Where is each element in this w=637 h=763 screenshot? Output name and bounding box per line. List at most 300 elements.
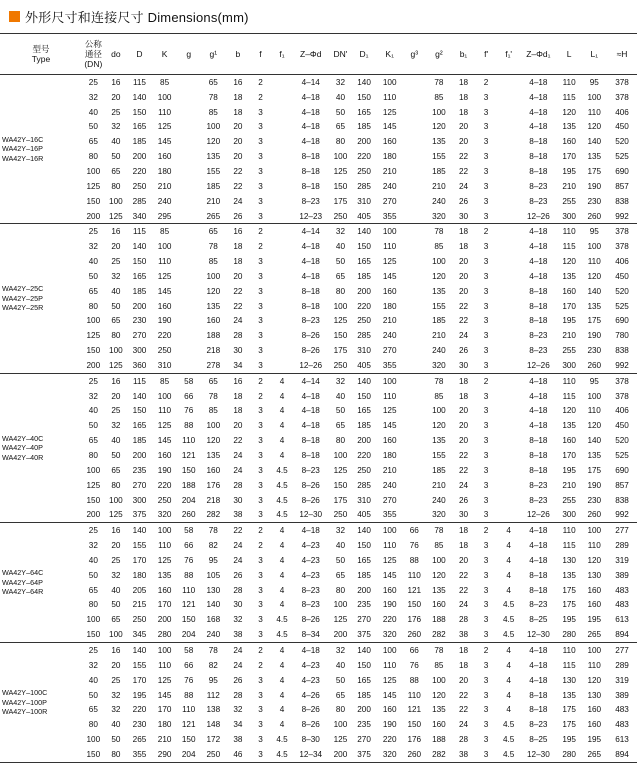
cell-f1p: [497, 389, 520, 404]
cell-fp: 2: [483, 526, 489, 536]
cell-f: 3: [258, 600, 263, 610]
cell-g: 121: [181, 451, 196, 461]
cell-g: [177, 149, 200, 164]
cell-L: 300: [557, 358, 582, 373]
cell-K1: 160: [382, 585, 397, 595]
cell-K: 125: [157, 122, 172, 132]
cell-g1: 185: [206, 181, 221, 191]
cell-f1p: 4: [506, 645, 511, 655]
cell-f: 3: [258, 705, 263, 715]
cell-b: 16: [233, 376, 243, 386]
cell-H: 378: [615, 227, 629, 237]
cell-b1: 30: [452, 358, 475, 373]
cell-f1: 4: [279, 690, 285, 700]
cell-K: 210: [157, 735, 172, 745]
header-g: [177, 34, 200, 75]
cell-b: 18: [233, 257, 243, 267]
cell-f1: 4: [279, 645, 285, 655]
cell-L1: 260: [581, 507, 607, 522]
cell-L: 135: [562, 421, 576, 431]
cell-dn: 65: [88, 137, 98, 147]
cell-H: 690: [615, 465, 629, 475]
cell-b: 20: [233, 271, 243, 281]
cell-L: 110: [562, 645, 576, 655]
header-b1: [452, 34, 475, 75]
cell-zd: 4–23: [301, 660, 320, 670]
cell-K: 190: [157, 465, 172, 475]
cell-b1: 22: [458, 690, 469, 700]
cell-zd1: 8–23: [529, 495, 548, 505]
cell-g1: 160: [206, 465, 221, 475]
cell-D1: 150: [357, 242, 371, 252]
cell-K1: 240: [382, 181, 397, 191]
cell-do: 20: [111, 242, 121, 252]
cell-g: [177, 90, 200, 105]
cell-fp: 3: [483, 570, 489, 580]
cell-dn: 150: [82, 627, 105, 642]
cell-f1p: 4.5: [502, 735, 515, 745]
table-row: [0, 314, 637, 329]
cell-dn: 80: [88, 451, 98, 461]
cell-zd1: 4–18: [529, 391, 548, 401]
cell-g: 58: [184, 526, 194, 536]
cell-L: 135: [562, 122, 576, 132]
cell-fp: 3: [483, 122, 489, 132]
cell-do: 25: [111, 257, 121, 267]
cell-g3: [403, 358, 426, 373]
cell-g3: 121: [407, 585, 422, 595]
cell-K1: 110: [383, 541, 397, 551]
cell-do: 50: [111, 301, 121, 311]
cell-D: 220: [132, 705, 147, 715]
cell-g: [177, 105, 200, 120]
cell-g: 66: [184, 391, 194, 401]
orange-bullet-icon: [9, 11, 20, 22]
cell-do: 32: [111, 570, 121, 580]
cell-zd: 12–34: [292, 747, 329, 762]
cell-f1p: [497, 463, 520, 478]
cell-b: 32: [233, 705, 243, 715]
cell-zd1: 8–25: [529, 615, 548, 625]
cell-dn2: 200: [329, 747, 352, 762]
cell-zd: 4–18: [301, 645, 320, 655]
cell-g: 88: [184, 690, 194, 700]
cell-D1: 140: [357, 77, 371, 87]
cell-L1: 95: [589, 376, 599, 386]
cell-zd1: 8–18: [529, 316, 548, 326]
cell-L: 110: [562, 227, 576, 237]
cell-g3: [403, 194, 426, 209]
cell-g1: 85: [208, 257, 218, 267]
cell-zd1: 4–18: [529, 77, 548, 87]
cell-zd1: 8–23: [529, 196, 548, 206]
cell-f1p: 4: [506, 585, 511, 595]
cell-b1: 18: [458, 242, 469, 252]
cell-dn: 200: [82, 358, 105, 373]
cell-D1: 250: [357, 166, 371, 176]
cell-D1: 165: [357, 555, 371, 565]
cell-H: 613: [615, 735, 629, 745]
cell-do: 100: [109, 346, 123, 356]
cell-H: 483: [615, 600, 629, 610]
cell-g1: 135: [206, 301, 221, 311]
table-row: [0, 90, 637, 105]
cell-K: 145: [157, 690, 172, 700]
cell-D1: 165: [357, 675, 371, 685]
cell-g3: 76: [409, 660, 419, 670]
cell-fp: 3: [483, 480, 489, 490]
cell-H: 289: [615, 660, 629, 670]
cell-g1: 100: [206, 421, 221, 431]
cell-dn: 125: [86, 181, 101, 191]
cell-g3: [403, 224, 426, 239]
cell-f: 3: [258, 166, 263, 176]
cell-H: 838: [615, 346, 629, 356]
cell-zd: 4–18: [301, 271, 320, 281]
cell-f1: 4: [279, 391, 285, 401]
cell-g1: 78: [208, 391, 218, 401]
cell-D1: 200: [357, 137, 371, 147]
cell-K: 145: [157, 436, 172, 446]
cell-H: 992: [607, 358, 637, 373]
cell-H: 780: [615, 331, 629, 341]
cell-K: 320: [152, 507, 178, 522]
cell-zd1: 4–18: [529, 257, 548, 267]
cell-L1: 140: [587, 286, 602, 296]
cell-zd: 4–18: [301, 137, 320, 147]
cell-g1: 138: [206, 705, 221, 715]
cell-D: 165: [132, 122, 147, 132]
cell-zd1: 8–18: [529, 166, 548, 176]
cell-H: 483: [615, 585, 629, 595]
cell-dn2: 80: [335, 436, 346, 446]
cell-b: 16: [233, 77, 243, 87]
cell-L1: 110: [587, 257, 601, 267]
cell-f: 3: [258, 495, 263, 505]
cell-L1: 160: [587, 600, 602, 610]
cell-K: 145: [157, 137, 172, 147]
cell-g1: 278: [200, 358, 227, 373]
cell-g2: 85: [434, 92, 444, 102]
cell-b1: 18: [458, 541, 469, 551]
cell-g2: 210: [432, 480, 446, 490]
cell-L: 160: [562, 137, 576, 147]
table-row: [0, 583, 637, 598]
cell-zd1: 8–23: [529, 181, 548, 191]
cell-f1p: [497, 75, 520, 90]
cell-f: 2: [258, 645, 263, 655]
cell-f1p: 4: [506, 675, 511, 685]
cell-L1: 230: [587, 495, 602, 505]
cell-dn2: 32: [335, 526, 346, 536]
cell-g3: 110: [407, 690, 421, 700]
cell-f1p: [497, 358, 520, 373]
cell-g: [177, 314, 200, 329]
header-line: Z–Φd₁: [526, 49, 551, 59]
cell-L1: 160: [587, 705, 602, 715]
cell-zd: 8–26: [301, 705, 320, 715]
cell-f1p: 4.5: [497, 747, 520, 762]
cell-L1: 175: [587, 166, 602, 176]
cell-b1: 22: [458, 152, 469, 162]
cell-f1: 4: [279, 376, 285, 386]
cell-f1p: [497, 209, 520, 224]
cell-b1: 30: [452, 507, 475, 522]
cell-dn: 50: [88, 122, 98, 132]
cell-g2: 320: [426, 209, 453, 224]
cell-dn2: 100: [333, 600, 348, 610]
cell-g1: 210: [206, 196, 221, 206]
cell-K: 160: [157, 585, 172, 595]
cell-zd1: 8–25: [529, 735, 548, 745]
type-label: WA42Y–25P: [2, 293, 43, 303]
cell-g2: 120: [432, 421, 446, 431]
cell-do: 32: [111, 705, 121, 715]
cell-fp: 3: [483, 286, 489, 296]
cell-zd1: 8–18: [529, 137, 548, 147]
cell-fp: 3: [483, 271, 489, 281]
cell-K: 110: [158, 257, 172, 267]
cell-f: 3: [258, 720, 263, 730]
header-zd: [292, 34, 329, 75]
cell-fp: 3: [475, 507, 498, 522]
cell-g1: 100: [206, 122, 221, 132]
cell-g2: 160: [432, 720, 446, 730]
table-row: [0, 658, 637, 673]
cell-g: [177, 254, 200, 269]
cell-f1p: [497, 239, 520, 254]
cell-f: 3: [258, 615, 263, 625]
header-line: g³: [410, 49, 419, 59]
cell-do: 40: [111, 720, 121, 730]
cell-b: 20: [233, 137, 243, 147]
cell-do: 80: [111, 181, 121, 191]
cell-g3: 88: [409, 675, 419, 685]
cell-H: 378: [615, 242, 629, 252]
cell-f1: [272, 90, 293, 105]
cell-g1: 148: [206, 720, 221, 730]
cell-D1: 140: [357, 645, 371, 655]
cell-do: 80: [105, 747, 128, 762]
cell-b: 34: [233, 720, 243, 730]
cell-dn2: 200: [329, 627, 352, 642]
cell-K1: 270: [382, 495, 397, 505]
cell-zd: 4–14: [301, 77, 320, 87]
cell-f1p: [497, 433, 520, 448]
cell-g: 150: [181, 465, 196, 475]
cell-K1: 160: [382, 286, 397, 296]
type-label: WA42Y–64P: [2, 577, 43, 587]
type-label: WA42Y–16C: [2, 134, 44, 144]
cell-f1: [272, 120, 293, 135]
cell-f1: [272, 134, 293, 149]
cell-f: 2: [258, 376, 263, 386]
cell-H: 992: [607, 209, 637, 224]
cell-D: 360: [127, 358, 152, 373]
cell-L1: 120: [587, 421, 602, 431]
cell-do: 25: [111, 555, 121, 565]
dimensions-table-wrapper: [0, 33, 637, 763]
cell-zd1: 12–26: [520, 209, 557, 224]
cell-g2: 240: [432, 196, 446, 206]
cell-H: 378: [615, 92, 629, 102]
header-line: L: [566, 49, 572, 59]
cell-g2: 85: [434, 391, 444, 401]
cell-fp: 2: [483, 77, 489, 87]
cell-D1: 270: [357, 735, 371, 745]
cell-fp: 3: [483, 720, 489, 730]
cell-g3: [403, 134, 426, 149]
cell-f1p: [497, 343, 520, 358]
cell-b1: 24: [458, 331, 469, 341]
cell-b1: 22: [458, 451, 469, 461]
cell-zd: 8–26: [301, 331, 320, 341]
cell-g: 76: [184, 675, 194, 685]
cell-b1: 26: [458, 196, 469, 206]
cell-L: 195: [562, 465, 576, 475]
cell-dn2: 125: [333, 465, 348, 475]
cell-f: 2: [258, 541, 263, 551]
cell-g1: 135: [206, 451, 221, 461]
cell-g1: 65: [208, 77, 218, 87]
table-row: [0, 433, 637, 448]
cell-b1: 18: [458, 376, 469, 386]
cell-zd1: 8–18: [529, 152, 548, 162]
cell-H: 406: [615, 107, 629, 117]
table-row: [0, 358, 637, 373]
cell-H: 525: [615, 301, 629, 311]
cell-K1: 145: [382, 421, 397, 431]
cell-g2: 240: [432, 495, 446, 505]
cell-H: 483: [615, 720, 629, 730]
cell-fp: 2: [483, 376, 489, 386]
cell-L: 135: [562, 271, 576, 281]
cell-dn2: 40: [335, 92, 346, 102]
cell-L: 115: [562, 391, 576, 401]
cell-b: 38: [227, 507, 250, 522]
cell-zd1: 8–18: [529, 570, 548, 580]
cell-D1: 375: [352, 627, 377, 642]
cell-K1: 145: [382, 690, 397, 700]
cell-zd: 4–23: [301, 555, 320, 565]
cell-L: 255: [562, 495, 576, 505]
cell-L1: 175: [587, 465, 602, 475]
cell-g3: 110: [407, 570, 421, 580]
table-row: [0, 463, 637, 478]
cell-K: 110: [158, 107, 172, 117]
cell-do: 25: [111, 107, 121, 117]
cell-g1: 130: [206, 585, 221, 595]
cell-K: 100: [157, 242, 172, 252]
cell-g3: [403, 507, 426, 522]
header-K1: [376, 34, 403, 75]
cell-f1p: [497, 149, 520, 164]
cell-dn2: 80: [335, 705, 346, 715]
table-row: [0, 120, 637, 135]
cell-zd1: 4–18: [529, 107, 548, 117]
cell-dn2: 50: [335, 555, 346, 565]
cell-zd: 4–18: [301, 391, 320, 401]
cell-b: 22: [233, 301, 243, 311]
cell-f1: [272, 328, 293, 343]
cell-b1: 18: [458, 107, 469, 117]
cell-L1: 110: [587, 406, 601, 416]
cell-L: 195: [562, 735, 576, 745]
cell-f: 3: [258, 257, 263, 267]
cell-L: 135: [562, 690, 576, 700]
cell-do: 65: [111, 316, 121, 326]
cell-f1: [272, 149, 293, 164]
cell-D1: 220: [357, 152, 371, 162]
cell-K1: 125: [382, 555, 397, 565]
cell-g: 260: [177, 507, 200, 522]
cell-zd1: 4–18: [529, 555, 548, 565]
cell-fp: 3: [483, 451, 489, 461]
cell-K1: 160: [382, 436, 397, 446]
cell-dn: 125: [86, 331, 101, 341]
cell-f1p: [497, 507, 520, 522]
cell-dn2: 65: [335, 122, 346, 132]
cell-K1: 125: [382, 107, 397, 117]
cell-H: 389: [615, 570, 629, 580]
cell-zd: 8–18: [301, 286, 320, 296]
cell-g2: 155: [432, 301, 446, 311]
cell-D1: 235: [357, 600, 371, 610]
header-D1: [352, 34, 377, 75]
type-label: WA42Y–64R: [2, 587, 44, 597]
cell-f: 2: [258, 242, 263, 252]
table-row: [0, 702, 637, 717]
cell-b: 38: [227, 627, 250, 642]
cell-g: [177, 120, 200, 135]
cell-K1: 180: [382, 152, 397, 162]
cell-L1: 120: [587, 122, 602, 132]
cell-H: 894: [607, 747, 637, 762]
cell-D1: 185: [357, 690, 371, 700]
cell-K1: 210: [382, 316, 397, 326]
table-row: [0, 418, 637, 433]
cell-D1: 310: [357, 196, 371, 206]
cell-H: 838: [615, 196, 629, 206]
table-header: [0, 34, 637, 75]
cell-do: 32: [111, 690, 121, 700]
cell-H: 450: [615, 271, 629, 281]
cell-D1: 185: [357, 271, 371, 281]
cell-f: 3: [258, 570, 263, 580]
cell-g3: [403, 493, 426, 508]
cell-b: 16: [233, 227, 243, 237]
cell-b1: 20: [458, 257, 469, 267]
header-line: f: [259, 49, 262, 59]
cell-K1: 270: [382, 346, 397, 356]
cell-L1: 230: [587, 196, 602, 206]
cell-g1: 120: [206, 137, 221, 147]
cell-f1p: [497, 373, 520, 388]
cell-g: [177, 328, 200, 343]
cell-D: 355: [127, 747, 152, 762]
cell-D: 115: [132, 77, 146, 87]
cell-D: 250: [132, 181, 147, 191]
cell-zd1: 8–18: [529, 690, 548, 700]
cell-do: 20: [111, 92, 121, 102]
cell-b: 24: [233, 465, 243, 475]
cell-dn2: 150: [333, 480, 348, 490]
cell-b: 24: [233, 645, 243, 655]
cell-g3: 150: [407, 720, 422, 730]
cell-D1: 165: [357, 107, 371, 117]
cell-D: 155: [132, 660, 147, 670]
cell-dn2: 32: [335, 77, 346, 87]
